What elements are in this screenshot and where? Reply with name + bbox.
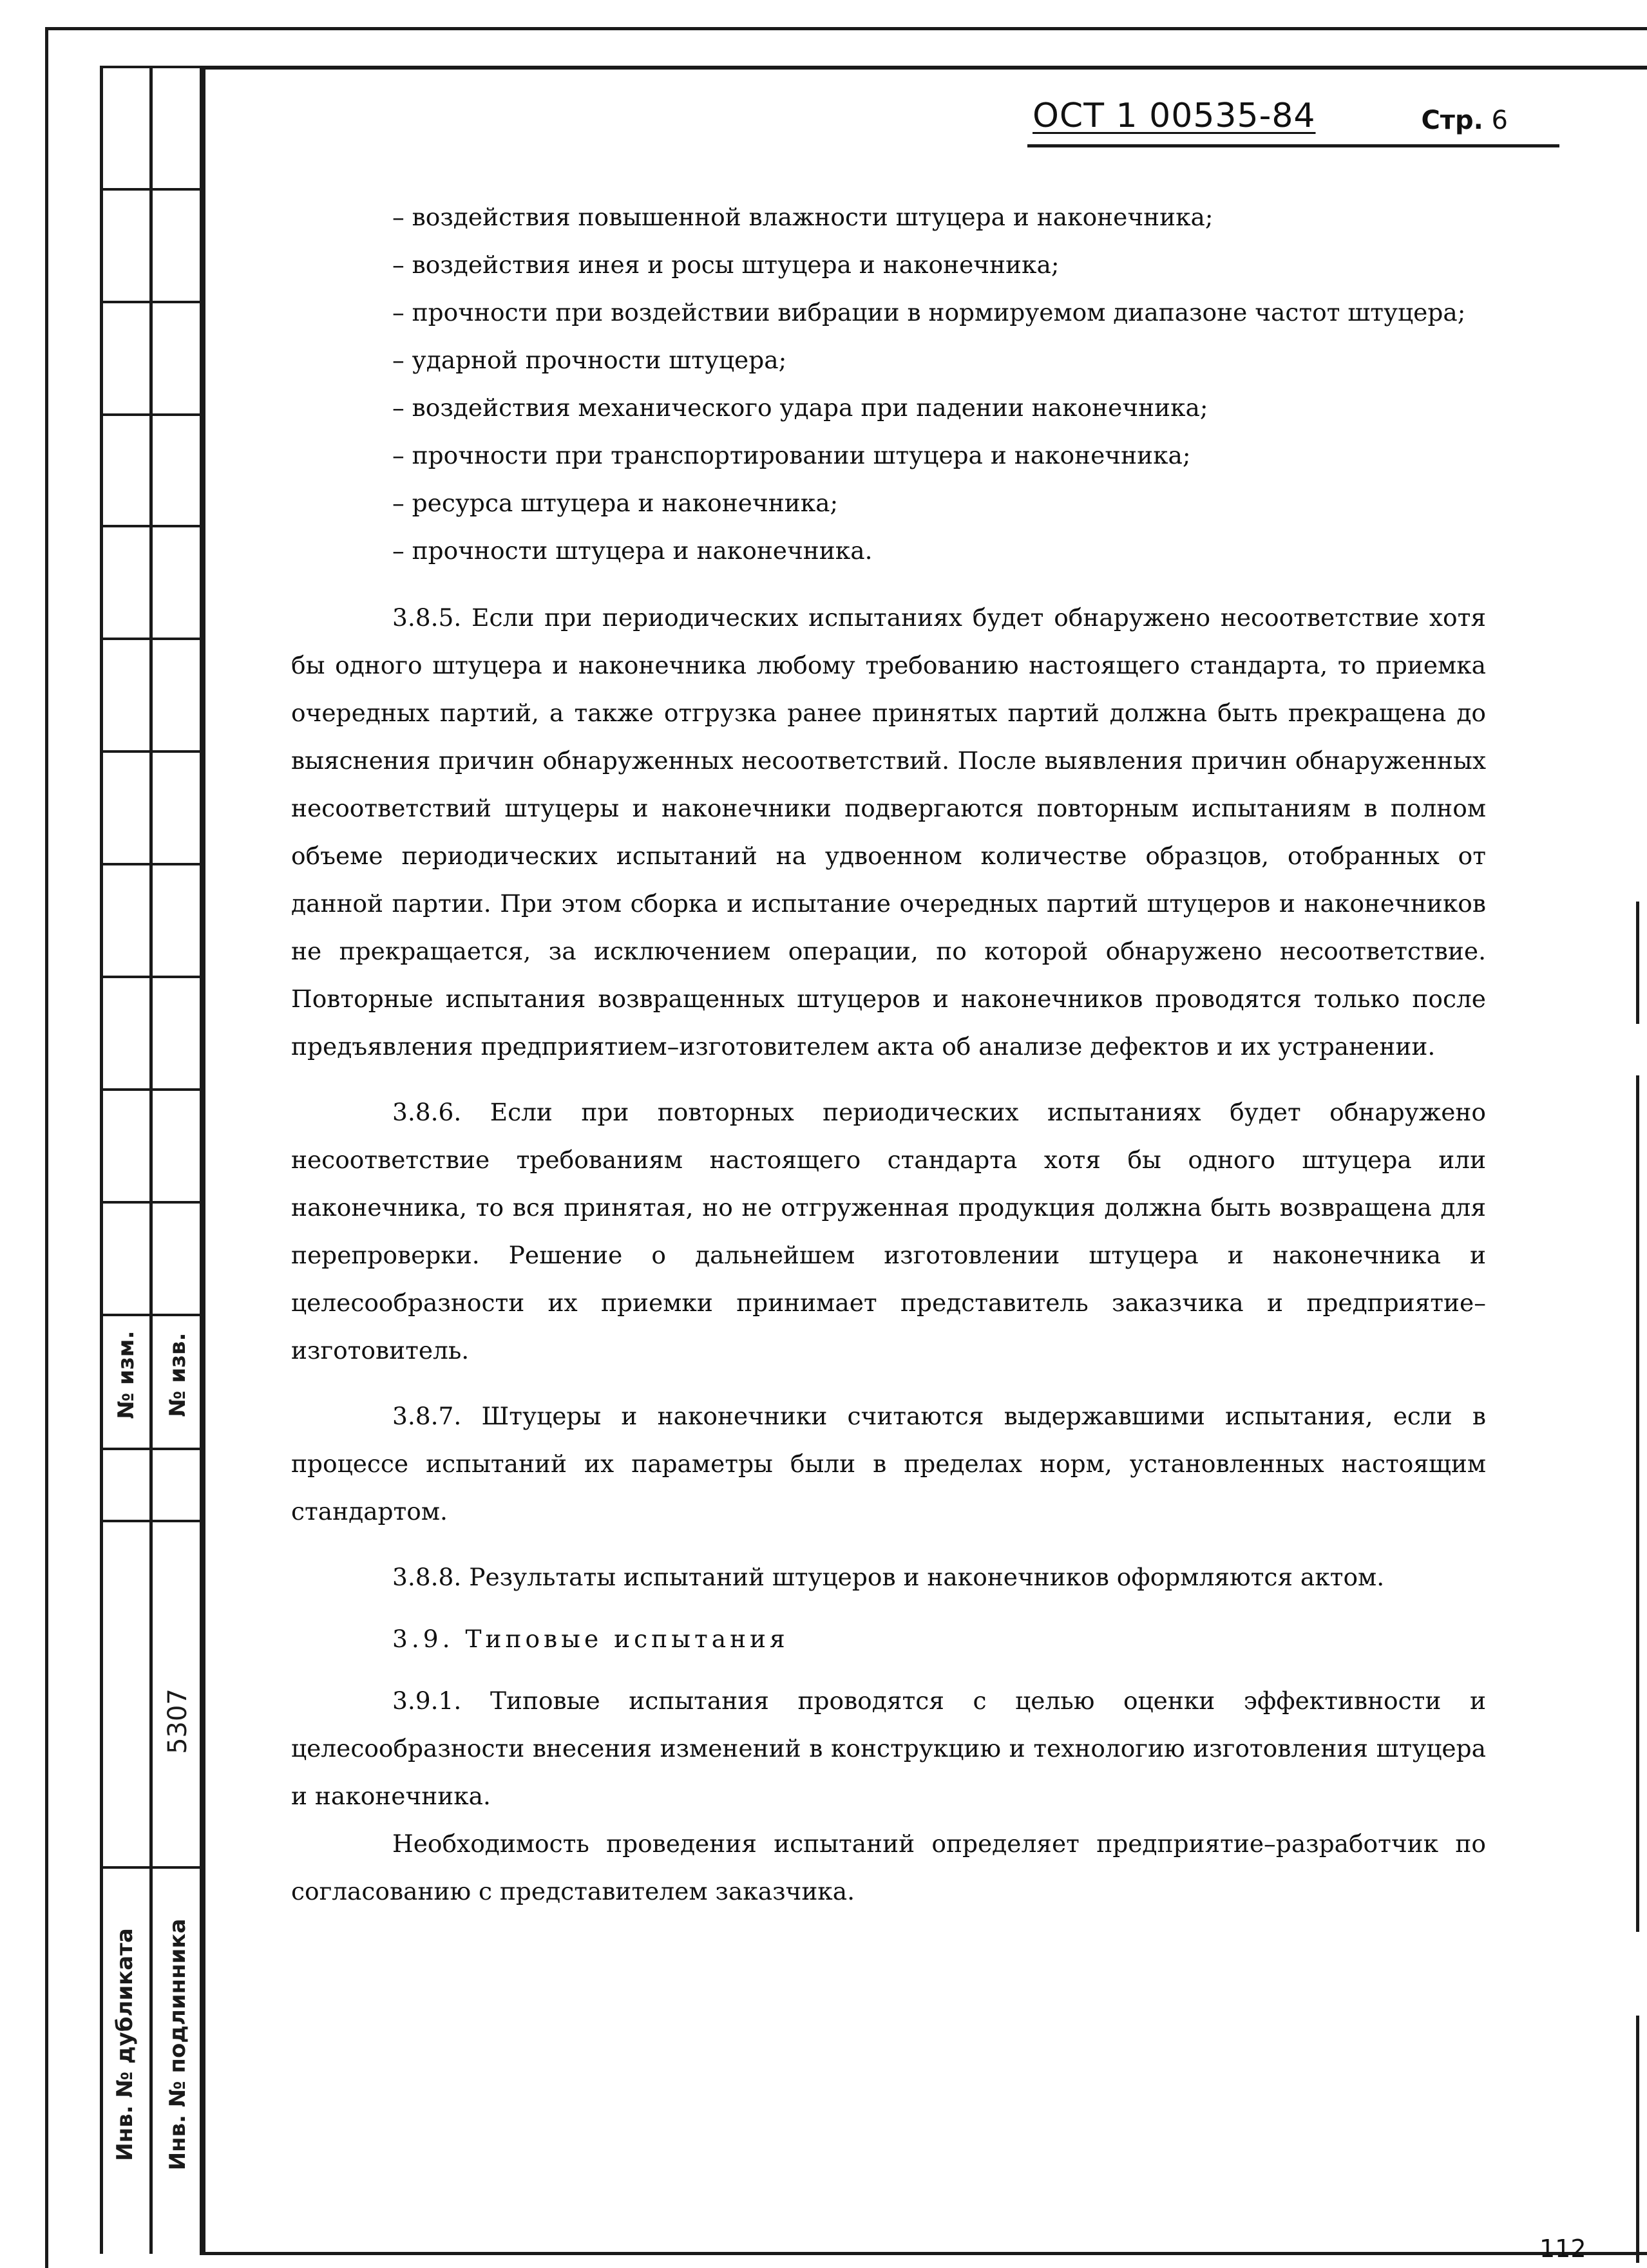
paragraph-3-9-1-note: Необходимость проведения испытаний определяет предприятие–разработчик по согласованию с представителем заказчика. <box>291 1829 1486 1905</box>
margin-label-change-no: № изм. <box>113 1330 139 1419</box>
test-list <box>291 193 1486 574</box>
list-item: – прочности при воздействии вибрации в нормируемом диапазоне частот штуцера; <box>392 298 1466 326</box>
inventory-number: 5307 <box>163 1688 193 1754</box>
margin-divider <box>100 1520 203 1522</box>
list-item: – ударной прочности штуцера; <box>392 346 787 374</box>
margin-divider <box>100 976 203 978</box>
list-item: – воздействия инея и росы штуцера и наконечника; <box>392 250 1060 279</box>
list-item: – воздействия повышенной влажности штуцера и наконечника; <box>392 203 1214 231</box>
margin-divider <box>100 525 203 527</box>
list-item: – прочности штуцера и наконечника. <box>392 536 873 565</box>
sheet-number: 112 <box>1539 2235 1586 2263</box>
margin-divider <box>100 863 203 865</box>
page-label: Стр. <box>1421 106 1483 135</box>
page-header <box>1027 97 1559 147</box>
document-code: ОСТ 1 00535-84 <box>1033 97 1316 135</box>
margin-divider <box>100 1448 203 1450</box>
paragraph-3-8-7: 3.8.7. Штуцеры и наконечники считаются выдержавшими испытания, если в процессе испытаний их параметры были в пределах норм, установленных настоящим стандартом. <box>291 1402 1486 1526</box>
margin-divider <box>100 301 203 303</box>
paragraph-3-8-5: 3.8.5. Если при периодических испытаниях будет обнаружено несоответствие хотя бы одного штуцера и наконечника любому требованию настоящего стандарта, то приемка очередных партий, а также отгрузка ранее принятых партий должна быть прекращена до выяснения причин обнаруженных несоответствий. После выявления причин обнаруженных несоответствий штуцеры и наконечники подвергаются повторным испытаниям в полном объеме периодических испытаний на удвоенном количестве образцов, отобранных от данной партии. При этом сборка и испытание очередных партий штуцеров и наконечников не прекращается, за исключением операции, по которой обнаружено несоответствие. Повторные испытания возвращенных штуцеров и наконечников проводятся только после предъявления предприятием–изготовителем акта об анализе дефектов и их устранении. <box>291 603 1486 1061</box>
section-heading-3-9: 3.9. Типовые испытания <box>392 1625 789 1653</box>
margin-label-inv-duplicate: Инв. № дубликата <box>112 1928 138 2161</box>
margin-divider <box>100 1088 203 1091</box>
edge-mark <box>1636 902 1639 1024</box>
margin-label-inv-original: Инв. № подлинника <box>165 1918 191 2171</box>
margin-divider <box>100 413 203 416</box>
margin-divider <box>100 66 203 68</box>
list-item: – ресурса штуцера и наконечника; <box>392 489 839 517</box>
list-item: – воздействия механического удара при падении наконечника; <box>392 393 1208 422</box>
document-body <box>291 193 1486 1915</box>
paragraph-3-8-8: 3.8.8. Результаты испытаний штуцеров и наконечников оформляются актом. <box>392 1563 1385 1591</box>
margin-divider <box>100 1866 203 1869</box>
margin-divider <box>100 1314 203 1316</box>
page-number-value: 6 <box>1491 106 1508 135</box>
margin-label-notice-no: № изв. <box>165 1332 191 1417</box>
paragraph-3-8-6: 3.8.6. Если при повторных периодических испытаниях будет обнаружено несоответствие требованиям настоящего стандарта хотя бы одного штуцера или наконечника, то вся принятая, но не отгруженная продукция должна быть возвращена для перепроверки. Решение о дальнейшем изготовлении штуцера и наконечника и целесообразности их приемки принимает представитель заказчика и предприятие–изготовитель. <box>291 1098 1486 1365</box>
margin-divider <box>100 188 203 191</box>
margin-divider <box>100 1201 203 1204</box>
paragraph-3-9-1: 3.9.1. Типовые испытания проводятся с целью оценки эффективности и целесообразности внесения изменений в конструкцию и технологию изготовления штуцера и наконечника. <box>291 1687 1486 1810</box>
page-number <box>1421 106 1508 135</box>
list-item: – прочности при транспортировании штуцера и наконечника; <box>392 441 1191 469</box>
edge-mark <box>1636 1075 1639 1932</box>
margin-divider <box>100 638 203 640</box>
margin-divider <box>100 750 203 753</box>
edge-mark <box>1636 2016 1639 2263</box>
